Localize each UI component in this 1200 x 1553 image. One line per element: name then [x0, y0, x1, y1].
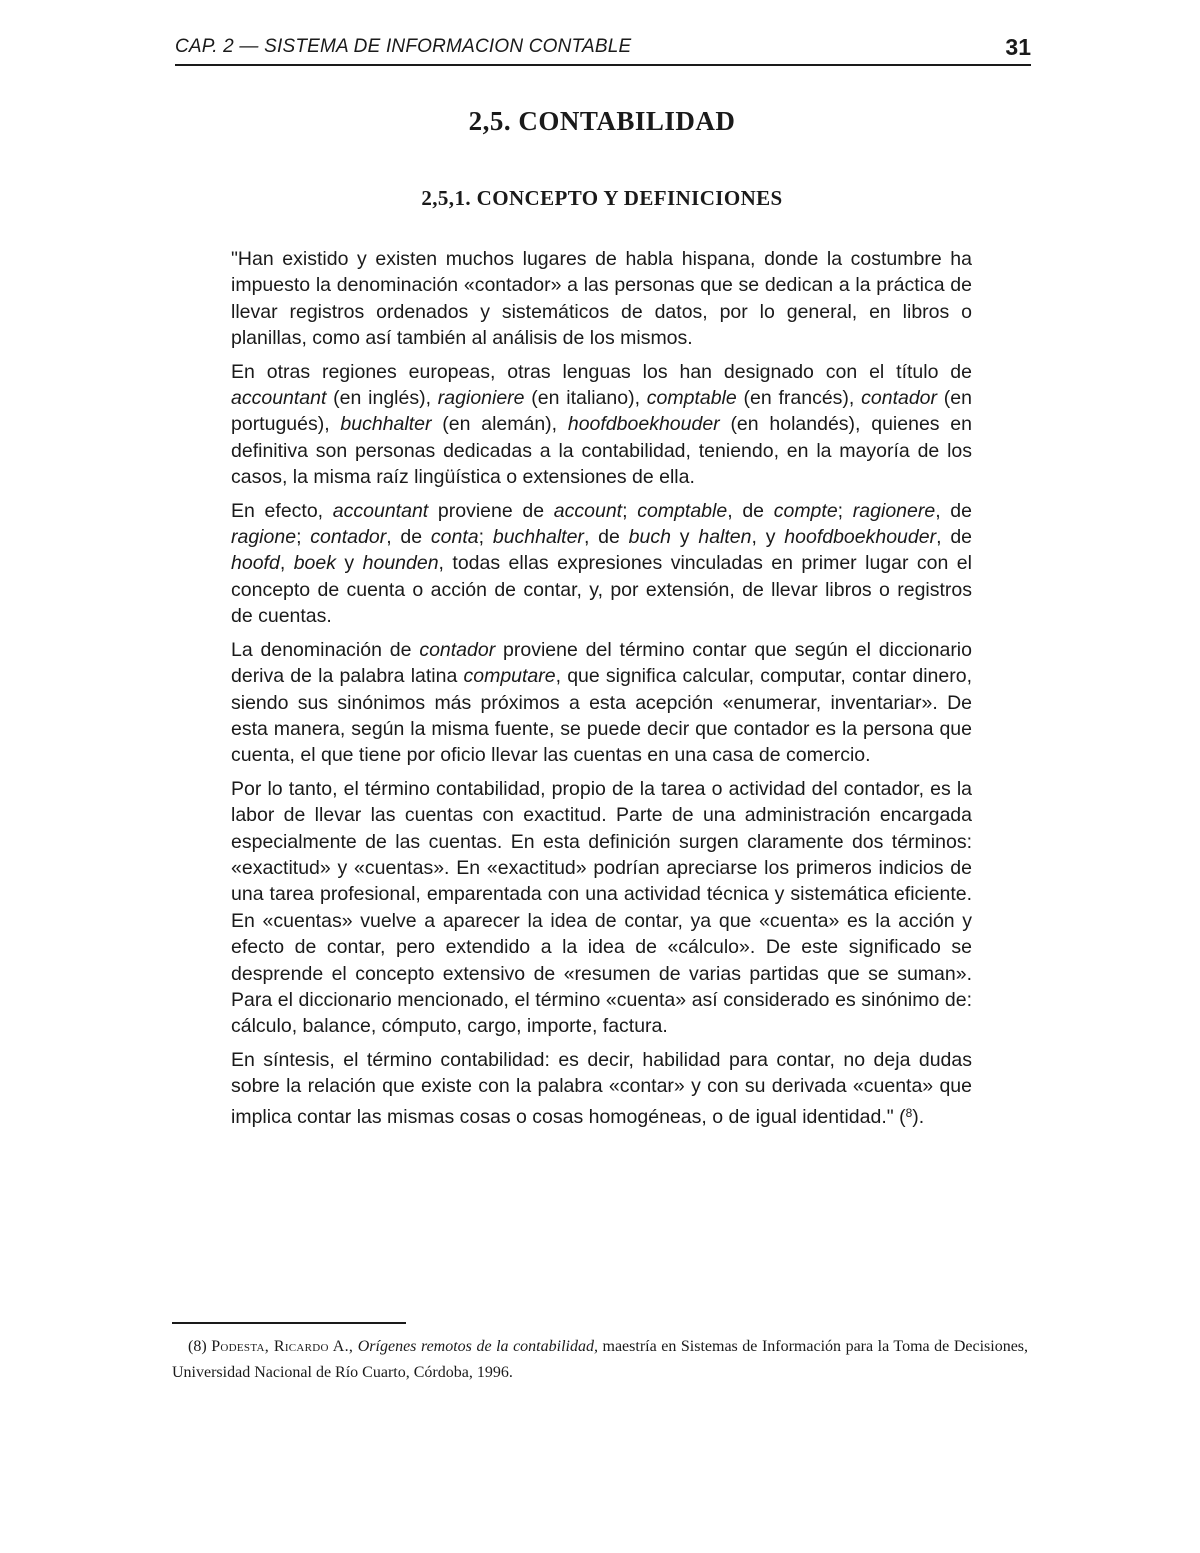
- text-run: , y: [751, 526, 785, 549]
- italic-term: buch: [628, 526, 671, 549]
- text-run: ;: [622, 499, 638, 522]
- section-title: 2,5. CONTABILIDAD: [468, 106, 736, 136]
- body-paragraph: [231, 246, 972, 352]
- text-run: En otras regiones europeas, otras lenguas los han designado con el título de: [231, 360, 972, 383]
- italic-term: ragionere: [852, 499, 936, 522]
- text-run: y: [670, 526, 699, 549]
- italic-term: halten: [698, 526, 752, 549]
- text-run: En síntesis, el término contabilidad: es decir, habilidad para contar, no deja dudas sobre la relación que existe con la palabra «contar» y con su derivada «cuenta» que implica contar las mismas cosas o cosas homogéneas, o de igual identidad." (: [231, 1048, 972, 1128]
- text-run: (en holandés), quienes en definitiva son personas dedicadas a la contabilidad, teniendo, en la mayoría de los casos, la misma raíz lingüística o extensiones de ella.: [231, 413, 972, 489]
- chapter-title: CAP. 2 — SISTEMA DE INFORMACION CONTABLE: [175, 36, 632, 57]
- text-run: , todas ellas expresiones vinculadas en primer lugar con el concepto de cuenta o acción de contar, y, por extensión, de llevar libros o registros de cuentas.: [231, 552, 972, 628]
- italic-term: boek: [293, 552, 336, 575]
- body-paragraph: [231, 776, 972, 1040]
- text-run: , de: [583, 526, 629, 549]
- text-run: proviene de: [428, 499, 554, 522]
- footnote-reference: 8: [905, 1105, 913, 1120]
- text-run: ,: [279, 552, 294, 575]
- italic-term: contador: [861, 387, 938, 410]
- text-run: , de: [727, 499, 774, 522]
- italic-term: hoofd: [231, 552, 280, 575]
- text-run: (en portugués),: [231, 387, 972, 436]
- italic-term: comptable: [646, 387, 737, 410]
- italic-term: buchhalter: [492, 526, 584, 549]
- text-run: ;: [837, 499, 853, 522]
- italic-term: ragione: [231, 526, 297, 549]
- italic-term: hoofdboekhouder: [567, 413, 720, 436]
- subsection-title: 2,5,1. CONCEPTO Y DEFINICIONES: [421, 186, 783, 210]
- footnote-divider: [172, 1322, 406, 1324]
- text-run: ;: [296, 526, 311, 549]
- body-paragraph: [231, 637, 972, 769]
- italic-term: contador: [310, 526, 387, 549]
- text-run: La denominación de: [231, 638, 420, 661]
- italic-term: account: [553, 499, 623, 522]
- text-run: , de: [386, 526, 431, 549]
- body-paragraph: [231, 1047, 972, 1130]
- body-paragraph: [231, 359, 972, 491]
- footnote-marker: (8): [188, 1338, 207, 1355]
- italic-term: compte: [773, 499, 838, 522]
- italic-term: ragioniere: [437, 387, 525, 410]
- text-run: "Han existido y existen muchos lugares de habla hispana, donde la costumbre ha impuesto la denominación «contador» a las personas que se dedican a la práctica de llevar registros ordenados y sistemáticos de datos, por lo general, en libros o planillas, como así también al análisis de los mismos.: [231, 248, 972, 350]
- footnote-title: Orígenes remotos de la contabilidad,: [357, 1338, 598, 1355]
- italic-term: buchhalter: [340, 413, 432, 436]
- text-run: (en inglés),: [326, 387, 438, 410]
- footnote-text: maestría en Sistemas de Información para la Toma de Decisiones, Universidad Nacional de Río Cuarto, Córdoba, 1996.: [172, 1338, 1029, 1381]
- text-run: proviene del término contar que según el diccionario deriva de la palabra latina: [231, 638, 972, 688]
- italic-term: hounden: [362, 552, 439, 575]
- text-run: (en francés),: [736, 387, 862, 410]
- text-run: ).: [912, 1105, 925, 1128]
- text-run: (en italiano),: [524, 387, 647, 410]
- body-text: [231, 246, 972, 1137]
- text-run: , de: [936, 526, 973, 549]
- text-run: Por lo tanto, el término contabilidad, propio de la tarea o actividad del contador, es la labor de llevar las cuentas con exactitud. Parte de una administración encargada especialmente de las cuentas. En esta definición surgen claramente dos términos: «exactitud» y «cuentas». En «exactitud» podrían apreciarse los primeros indicios de una tarea profesional, emparentada con una actividad técnica y sistemática eficiente. En «cuentas» vuelve a aparecer la idea de contar, ya que «cuenta» es la acción y efecto de contar, pero extendido a la idea de «cálculo». De este significado se desprende el concepto extensivo de «resumen de varias partidas que se suman». Para el diccionario mencionado, el término «cuenta» así considerado es sinónimo de: cálculo, balance, cómputo, cargo, importe, factura.: [231, 777, 972, 1038]
- text-run: , de: [935, 499, 972, 522]
- footnote-author: Podesta, Ricardo A.,: [211, 1338, 354, 1355]
- text-run: (en alemán),: [431, 413, 568, 436]
- italic-term: conta: [430, 526, 479, 549]
- running-header: [175, 34, 1031, 66]
- body-paragraph: [231, 498, 972, 630]
- text-run: ;: [478, 526, 493, 549]
- text-run: , que significa calcular, computar, contar dinero, siendo sus sinónimos más próximos a esta acepción «enumerar, inventariar». De esta manera, según la misma fuente, se puede decir que contador es la persona que cuenta, el que tiene por oficio llevar las cuentas en una casa de comercio.: [231, 665, 972, 767]
- text-run: En efecto,: [231, 499, 333, 522]
- italic-term: accountant: [332, 499, 429, 522]
- italic-term: computare: [463, 665, 556, 688]
- text-run: y: [335, 552, 363, 575]
- italic-term: hoofdboekhouder: [784, 526, 937, 549]
- italic-term: comptable: [637, 499, 728, 522]
- footnote: [172, 1334, 1028, 1386]
- page-number: 31: [1005, 34, 1031, 60]
- italic-term: accountant: [231, 387, 327, 410]
- italic-term: contador: [419, 638, 496, 661]
